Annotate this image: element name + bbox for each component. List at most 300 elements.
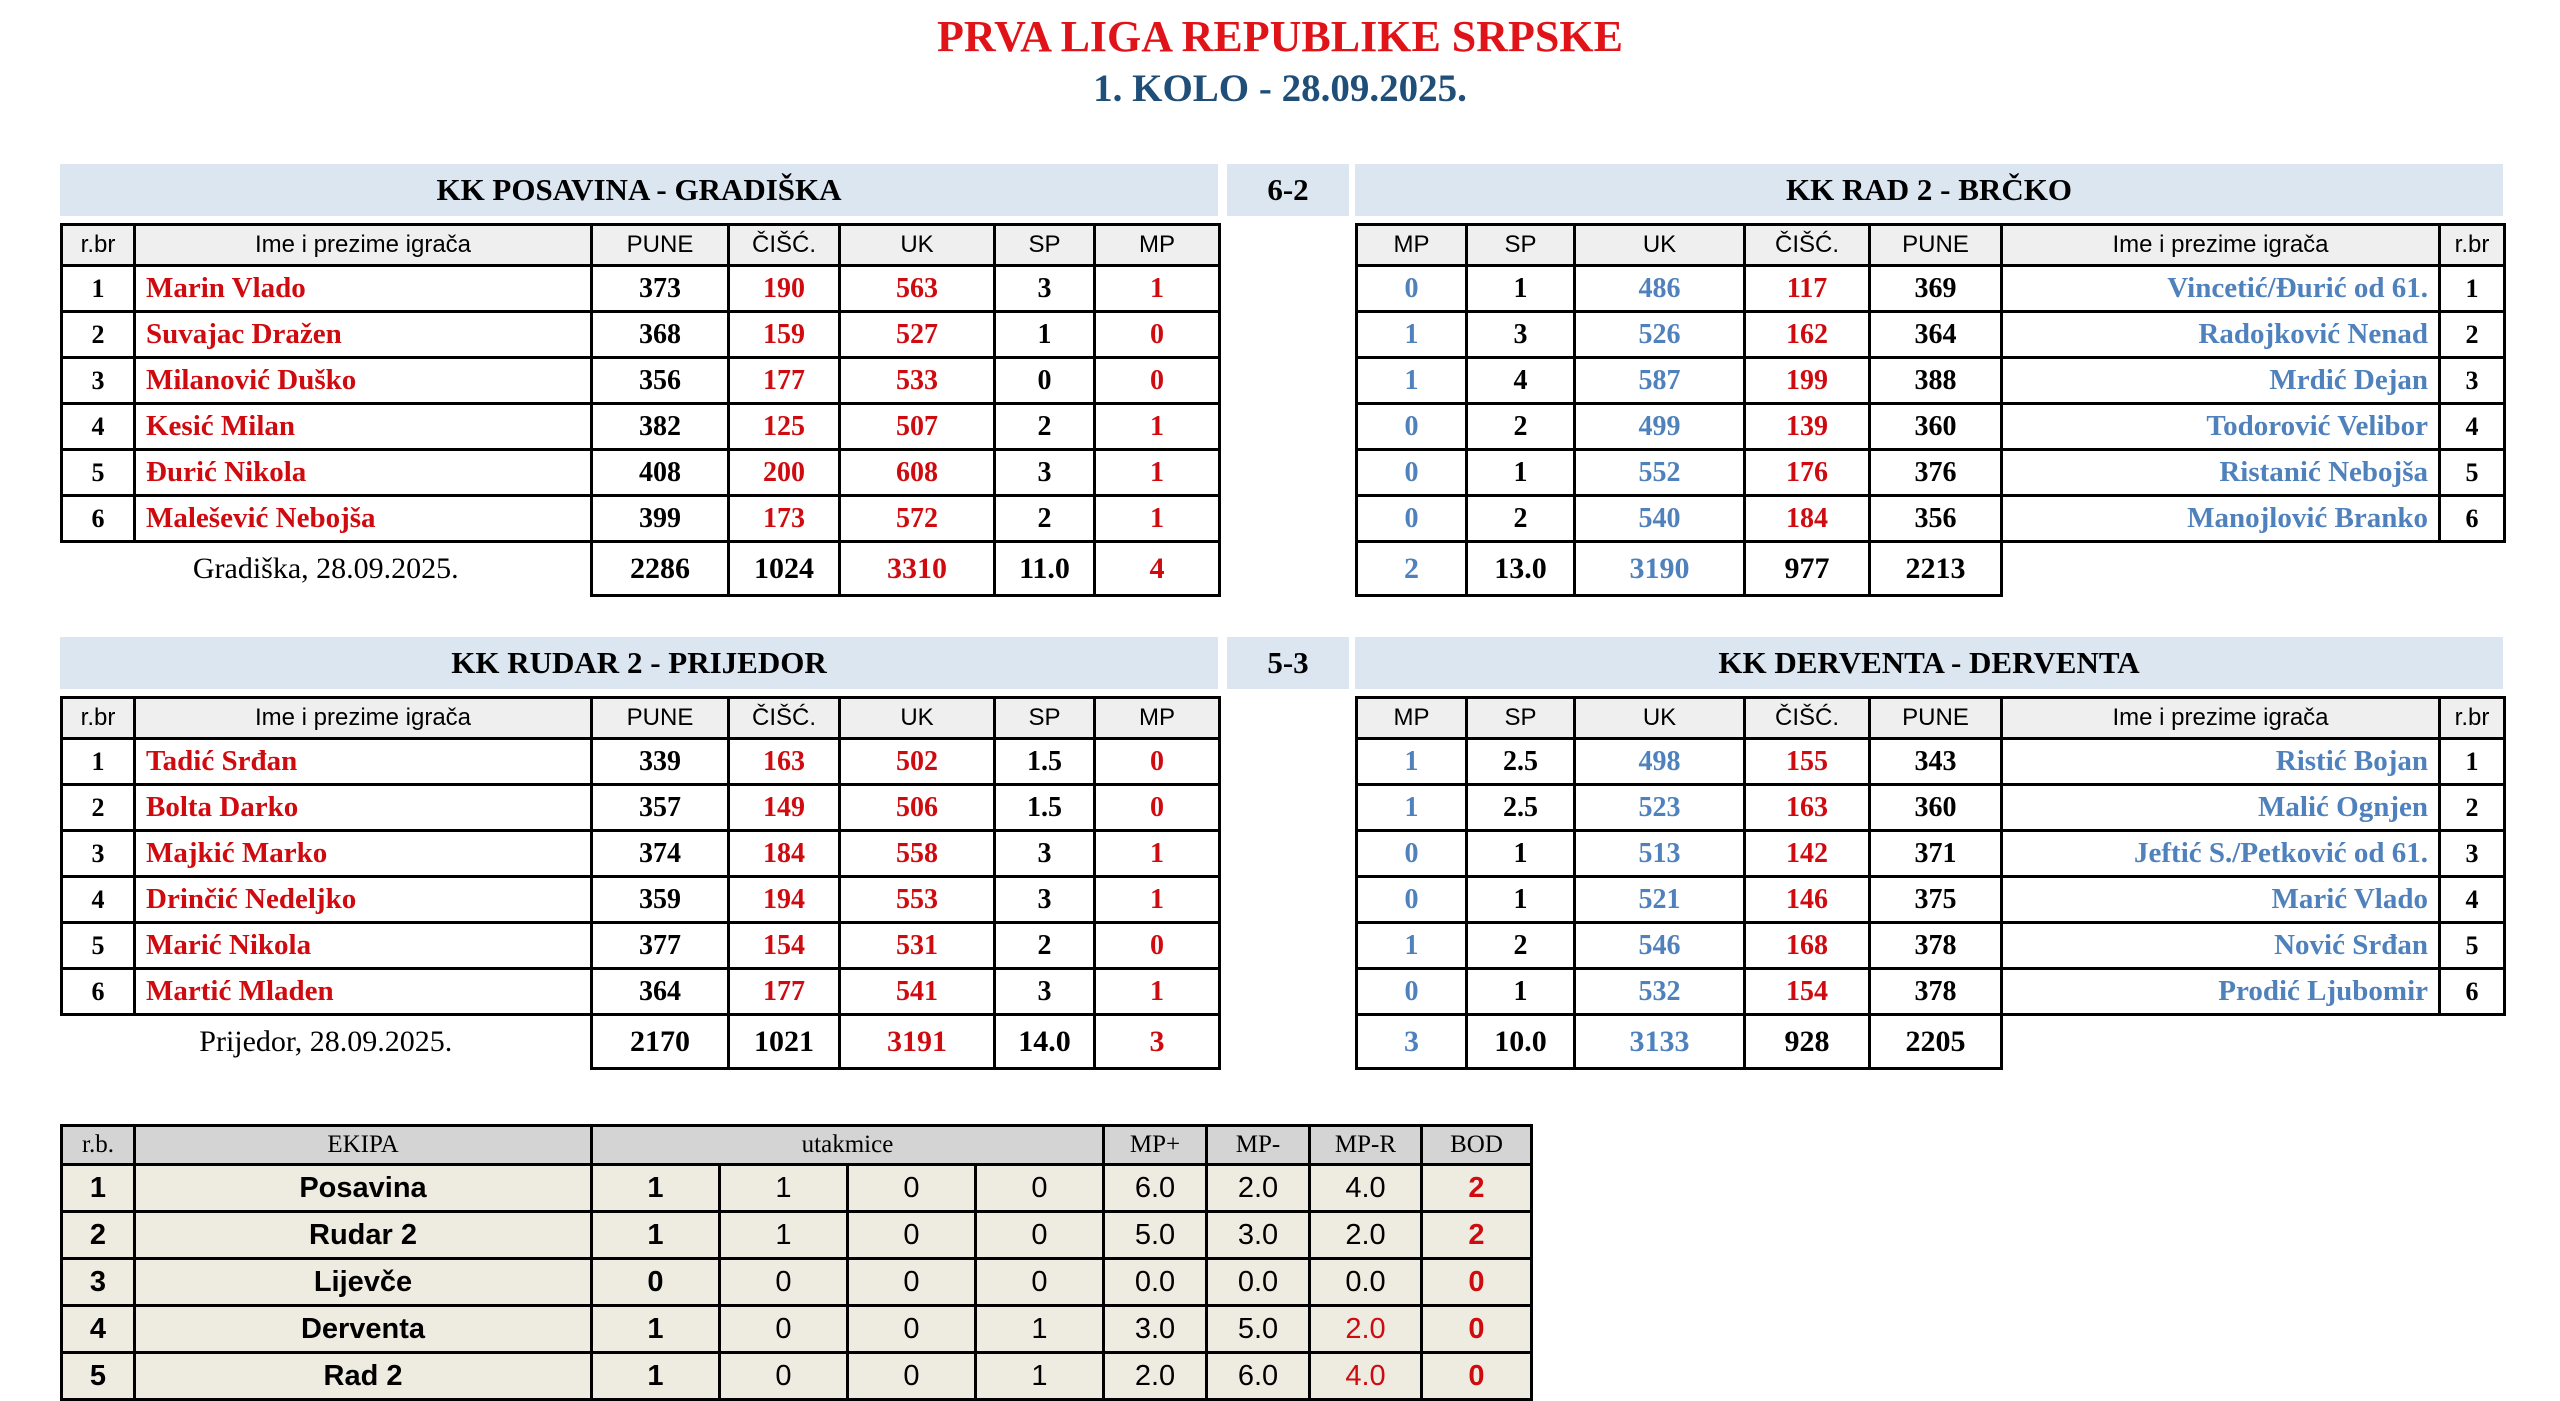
player-name: Ristanić Nebojša <box>2002 450 2440 496</box>
stat-pune: 376 <box>1870 450 2002 496</box>
player-row <box>62 450 1220 496</box>
stat-sp: 2 <box>1467 923 1575 969</box>
column-header-4: UK <box>840 225 995 266</box>
league-title: PRVA LIGA REPUBLIKE SRPSKE <box>937 12 1623 61</box>
standings-mp-plus: 2.0 <box>1104 1353 1207 1400</box>
standings-games-3: 1 <box>976 1306 1104 1353</box>
player-name: Todorović Velibor <box>2002 404 2440 450</box>
player-name: Marin Vlado <box>135 266 592 312</box>
player-name: Jeftić S./Petković od 61. <box>2002 831 2440 877</box>
player-row <box>62 358 1220 404</box>
total-mp: 3 <box>1357 1015 1467 1069</box>
stat-cisc: 184 <box>1745 496 1870 542</box>
standings-header-mp-plus: MP+ <box>1104 1126 1207 1165</box>
column-header-2: PUNE <box>592 225 729 266</box>
player-rank: 1 <box>62 266 135 312</box>
player-rank: 5 <box>62 923 135 969</box>
standings-games-3: 0 <box>976 1212 1104 1259</box>
standings-row <box>62 1353 1532 1400</box>
player-rank: 1 <box>2440 739 2505 785</box>
standings-rank: 4 <box>62 1306 135 1353</box>
total-uk: 3190 <box>1575 542 1745 596</box>
stat-pune: 375 <box>1870 877 2002 923</box>
stat-pune: 377 <box>592 923 729 969</box>
stat-sp: 3 <box>995 450 1095 496</box>
standings-row <box>62 1306 1532 1353</box>
total-sp: 14.0 <box>995 1015 1095 1069</box>
standings-mp-minus: 6.0 <box>1207 1353 1310 1400</box>
stat-cisc: 142 <box>1745 831 1870 877</box>
column-header-2: PUNE <box>592 698 729 739</box>
standings-mp-minus: 3.0 <box>1207 1212 1310 1259</box>
stat-sp: 3 <box>995 831 1095 877</box>
stat-cisc: 199 <box>1745 358 1870 404</box>
stat-uk: 587 <box>1575 358 1745 404</box>
player-row <box>1357 266 2505 312</box>
totals-row <box>1357 1015 2505 1069</box>
stat-mp: 1 <box>1357 312 1467 358</box>
standings-games-0: 1 <box>592 1353 720 1400</box>
stat-mp: 1 <box>1357 358 1467 404</box>
standings-mp-plus: 3.0 <box>1104 1306 1207 1353</box>
stat-cisc: 190 <box>729 266 840 312</box>
totals-row <box>62 542 1220 596</box>
player-row <box>62 785 1220 831</box>
home-team-band: KK RUDAR 2 - PRIJEDOR <box>60 637 1218 689</box>
standings-header-games: utakmice <box>592 1126 1104 1165</box>
standings-mp-r: 0.0 <box>1310 1259 1422 1306</box>
column-header-row <box>1357 698 2505 739</box>
player-rank: 6 <box>62 969 135 1015</box>
stat-uk: 507 <box>840 404 995 450</box>
stat-mp: 1 <box>1095 450 1220 496</box>
total-pune: 2213 <box>1870 542 2002 596</box>
stat-cisc: 176 <box>1745 450 1870 496</box>
column-header-0: MP <box>1357 698 1467 739</box>
stat-cisc: 162 <box>1745 312 1870 358</box>
stat-pune: 371 <box>1870 831 2002 877</box>
total-sp: 11.0 <box>995 542 1095 596</box>
stat-sp: 1.5 <box>995 739 1095 785</box>
stat-pune: 378 <box>1870 969 2002 1015</box>
player-name: Prodić Ljubomir <box>2002 969 2440 1015</box>
player-name: Marić Nikola <box>135 923 592 969</box>
standings-header-mp-r: MP-R <box>1310 1126 1422 1165</box>
standings-mp-r: 4.0 <box>1310 1165 1422 1212</box>
round-subtitle: 1. KOLO - 28.09.2025. <box>1093 67 1467 110</box>
score-column <box>1227 637 1349 696</box>
player-rank: 4 <box>62 404 135 450</box>
column-header-5: Ime i prezime igrača <box>2002 225 2440 266</box>
player-rank: 3 <box>62 831 135 877</box>
stat-pune: 356 <box>1870 496 2002 542</box>
player-row <box>1357 785 2505 831</box>
column-header-6: MP <box>1095 698 1220 739</box>
stat-uk: 531 <box>840 923 995 969</box>
standings-mp-r: 2.0 <box>1310 1306 1422 1353</box>
column-header-1: SP <box>1467 698 1575 739</box>
player-rank: 5 <box>2440 923 2505 969</box>
standings-mp-minus: 0.0 <box>1207 1259 1310 1306</box>
player-row <box>62 404 1220 450</box>
match-1 <box>60 164 2560 597</box>
stat-pune: 374 <box>592 831 729 877</box>
stat-cisc: 146 <box>1745 877 1870 923</box>
stat-uk: 558 <box>840 831 995 877</box>
player-name: Marić Vlado <box>2002 877 2440 923</box>
standings-games-1: 1 <box>720 1165 848 1212</box>
column-header-3: ČIŠĆ. <box>729 225 840 266</box>
player-name: Tadić Srđan <box>135 739 592 785</box>
stat-sp: 3 <box>995 969 1095 1015</box>
stat-sp: 2 <box>995 404 1095 450</box>
standings-points: 0 <box>1422 1306 1532 1353</box>
stat-pune: 357 <box>592 785 729 831</box>
stat-sp: 1 <box>1467 877 1575 923</box>
stat-mp: 1 <box>1357 923 1467 969</box>
stat-uk: 572 <box>840 496 995 542</box>
total-pune: 2170 <box>592 1015 729 1069</box>
player-row <box>62 969 1220 1015</box>
home-side <box>60 637 1221 1070</box>
stat-cisc: 154 <box>1745 969 1870 1015</box>
standings-games-1: 0 <box>720 1259 848 1306</box>
stat-uk: 486 <box>1575 266 1745 312</box>
stat-uk: 521 <box>1575 877 1745 923</box>
standings-games-1: 1 <box>720 1212 848 1259</box>
stat-pune: 364 <box>1870 312 2002 358</box>
player-name: Ristić Bojan <box>2002 739 2440 785</box>
stat-mp: 1 <box>1095 831 1220 877</box>
standings-mp-minus: 2.0 <box>1207 1165 1310 1212</box>
stat-pune: 356 <box>592 358 729 404</box>
column-header-2: UK <box>1575 225 1745 266</box>
away-side <box>1355 164 2506 597</box>
standings-games-0: 1 <box>592 1165 720 1212</box>
column-header-0: r.br <box>62 698 135 739</box>
stat-pune: 339 <box>592 739 729 785</box>
stat-pune: 388 <box>1870 358 2002 404</box>
standings-games-2: 0 <box>848 1165 976 1212</box>
standings-mp-plus: 5.0 <box>1104 1212 1207 1259</box>
player-name: Suvajac Dražen <box>135 312 592 358</box>
player-row <box>1357 450 2505 496</box>
standings-games-2: 0 <box>848 1259 976 1306</box>
stat-cisc: 163 <box>1745 785 1870 831</box>
column-header-3: ČIŠĆ. <box>1745 698 1870 739</box>
player-name: Majkić Marko <box>135 831 592 877</box>
home-squad-table <box>60 696 1221 1070</box>
away-squad-table <box>1355 223 2506 597</box>
player-rank: 3 <box>2440 831 2505 877</box>
stat-cisc: 154 <box>729 923 840 969</box>
column-header-4: PUNE <box>1870 225 2002 266</box>
total-uk: 3191 <box>840 1015 995 1069</box>
stat-sp: 2 <box>1467 496 1575 542</box>
total-mp: 2 <box>1357 542 1467 596</box>
standings-team: Derventa <box>135 1306 592 1353</box>
stat-sp: 3 <box>995 877 1095 923</box>
stat-mp: 0 <box>1095 358 1220 404</box>
player-rank: 6 <box>2440 496 2505 542</box>
stat-sp: 1 <box>1467 969 1575 1015</box>
stat-mp: 0 <box>1357 450 1467 496</box>
player-row <box>62 831 1220 877</box>
document-page <box>0 12 2560 1401</box>
stat-mp: 0 <box>1095 312 1220 358</box>
total-empty <box>2002 1015 2505 1069</box>
standings-games-2: 0 <box>848 1212 976 1259</box>
player-rank: 2 <box>2440 312 2505 358</box>
standings-section <box>0 1124 2560 1401</box>
stat-mp: 0 <box>1357 877 1467 923</box>
stat-cisc: 159 <box>729 312 840 358</box>
stat-mp: 1 <box>1095 969 1220 1015</box>
player-rank: 4 <box>62 877 135 923</box>
player-name: Milanović Duško <box>135 358 592 404</box>
player-rank: 2 <box>2440 785 2505 831</box>
column-header-0: MP <box>1357 225 1467 266</box>
stat-mp: 1 <box>1095 266 1220 312</box>
player-row <box>1357 877 2505 923</box>
standings-points: 0 <box>1422 1259 1532 1306</box>
player-row <box>1357 312 2505 358</box>
total-pune: 2205 <box>1870 1015 2002 1069</box>
match-score: 6-2 <box>1227 164 1349 216</box>
stat-mp: 1 <box>1095 877 1220 923</box>
standings-header-points: BOD <box>1422 1126 1532 1165</box>
player-name: Manojlović Branko <box>2002 496 2440 542</box>
column-header-5: Ime i prezime igrača <box>2002 698 2440 739</box>
away-team-band: KK DERVENTA - DERVENTA <box>1355 637 2503 689</box>
stat-sp: 2.5 <box>1467 739 1575 785</box>
stat-sp: 2 <box>995 496 1095 542</box>
total-cisc: 1021 <box>729 1015 840 1069</box>
standings-games-2: 0 <box>848 1353 976 1400</box>
player-rank: 1 <box>62 739 135 785</box>
player-name: Martić Mladen <box>135 969 592 1015</box>
player-row <box>62 496 1220 542</box>
player-name: Bolta Darko <box>135 785 592 831</box>
total-cisc: 928 <box>1745 1015 1870 1069</box>
stat-uk: 541 <box>840 969 995 1015</box>
stat-uk: 499 <box>1575 404 1745 450</box>
player-rank: 3 <box>62 358 135 404</box>
stat-mp: 1 <box>1095 404 1220 450</box>
player-row <box>1357 969 2505 1015</box>
standings-team: Rad 2 <box>135 1353 592 1400</box>
stat-cisc: 194 <box>729 877 840 923</box>
home-side <box>60 164 1221 597</box>
stat-pune: 408 <box>592 450 729 496</box>
stat-sp: 2.5 <box>1467 785 1575 831</box>
stat-pune: 360 <box>1870 785 2002 831</box>
stat-pune: 378 <box>1870 923 2002 969</box>
stat-pune: 373 <box>592 266 729 312</box>
standings-team: Posavina <box>135 1165 592 1212</box>
column-header-6: r.br <box>2440 698 2505 739</box>
stat-sp: 1 <box>1467 450 1575 496</box>
player-rank: 2 <box>62 312 135 358</box>
player-row <box>62 739 1220 785</box>
standings-games-1: 0 <box>720 1353 848 1400</box>
stat-cisc: 155 <box>1745 739 1870 785</box>
stat-cisc: 139 <box>1745 404 1870 450</box>
player-rank: 5 <box>2440 450 2505 496</box>
stat-sp: 1 <box>1467 831 1575 877</box>
column-header-5: SP <box>995 698 1095 739</box>
standings-rank: 3 <box>62 1259 135 1306</box>
stat-cisc: 200 <box>729 450 840 496</box>
standings-games-3: 0 <box>976 1165 1104 1212</box>
standings-mp-r: 4.0 <box>1310 1353 1422 1400</box>
total-label: Prijedor, 28.09.2025. <box>199 1025 453 1059</box>
away-squad-table <box>1355 696 2506 1070</box>
standings-mp-plus: 6.0 <box>1104 1165 1207 1212</box>
column-header-6: MP <box>1095 225 1220 266</box>
standings-games-0: 1 <box>592 1306 720 1353</box>
column-header-4: PUNE <box>1870 698 2002 739</box>
player-name: Vincetić/Đurić od 61. <box>2002 266 2440 312</box>
standings-points: 2 <box>1422 1165 1532 1212</box>
player-rank: 3 <box>2440 358 2505 404</box>
standings-header-row <box>62 1126 1532 1165</box>
stat-cisc: 177 <box>729 358 840 404</box>
stat-pune: 343 <box>1870 739 2002 785</box>
away-side <box>1355 637 2506 1070</box>
player-rank: 5 <box>62 450 135 496</box>
stat-pune: 359 <box>592 877 729 923</box>
home-squad-table <box>60 223 1221 597</box>
column-header-1: Ime i prezime igrača <box>135 698 592 739</box>
stat-sp: 1.5 <box>995 785 1095 831</box>
player-name: Đurić Nikola <box>135 450 592 496</box>
standings-table <box>60 1124 1533 1401</box>
stat-uk: 527 <box>840 312 995 358</box>
stat-cisc: 168 <box>1745 923 1870 969</box>
stat-mp: 0 <box>1357 496 1467 542</box>
stat-sp: 3 <box>1467 312 1575 358</box>
column-header-row <box>62 698 1220 739</box>
stat-uk: 552 <box>1575 450 1745 496</box>
stat-uk: 533 <box>840 358 995 404</box>
stat-mp: 0 <box>1357 969 1467 1015</box>
standings-games-3: 1 <box>976 1353 1104 1400</box>
player-row <box>1357 358 2505 404</box>
stat-cisc: 173 <box>729 496 840 542</box>
stat-pune: 368 <box>592 312 729 358</box>
total-sp: 10.0 <box>1467 1015 1575 1069</box>
stat-mp: 1 <box>1095 496 1220 542</box>
player-rank: 1 <box>2440 266 2505 312</box>
stat-mp: 0 <box>1357 266 1467 312</box>
stat-uk: 563 <box>840 266 995 312</box>
player-name: Malešević Nebojša <box>135 496 592 542</box>
player-row <box>1357 831 2505 877</box>
standings-row <box>62 1212 1532 1259</box>
stat-mp: 1 <box>1357 739 1467 785</box>
stat-pune: 382 <box>592 404 729 450</box>
player-name: Malić Ognjen <box>2002 785 2440 831</box>
total-uk: 3310 <box>840 542 995 596</box>
stat-mp: 0 <box>1357 831 1467 877</box>
column-header-3: ČIŠĆ. <box>729 698 840 739</box>
standings-header-mp-minus: MP- <box>1207 1126 1310 1165</box>
column-header-0: r.br <box>62 225 135 266</box>
column-header-2: UK <box>1575 698 1745 739</box>
standings-header-rank: r.b. <box>62 1126 135 1165</box>
standings-rank: 5 <box>62 1353 135 1400</box>
player-rank: 6 <box>2440 969 2505 1015</box>
standings-mp-r: 2.0 <box>1310 1212 1422 1259</box>
total-sp: 13.0 <box>1467 542 1575 596</box>
total-uk: 3133 <box>1575 1015 1745 1069</box>
stat-sp: 2 <box>995 923 1095 969</box>
total-empty <box>2002 542 2505 596</box>
stat-uk: 532 <box>1575 969 1745 1015</box>
player-name: Nović Srđan <box>2002 923 2440 969</box>
player-row <box>1357 739 2505 785</box>
player-row <box>62 312 1220 358</box>
match-2 <box>60 637 2560 1070</box>
player-rank: 6 <box>62 496 135 542</box>
standings-team: Rudar 2 <box>135 1212 592 1259</box>
stat-uk: 523 <box>1575 785 1745 831</box>
player-rank: 2 <box>62 785 135 831</box>
stat-mp: 0 <box>1095 739 1220 785</box>
player-rank: 4 <box>2440 404 2505 450</box>
standings-games-2: 0 <box>848 1306 976 1353</box>
standings-mp-plus: 0.0 <box>1104 1259 1207 1306</box>
column-header-5: SP <box>995 225 1095 266</box>
score-column <box>1227 164 1349 223</box>
stat-uk: 608 <box>840 450 995 496</box>
total-mp: 4 <box>1095 542 1220 596</box>
stat-uk: 553 <box>840 877 995 923</box>
standings-games-3: 0 <box>976 1259 1104 1306</box>
stat-mp: 0 <box>1095 785 1220 831</box>
column-header-1: Ime i prezime igrača <box>135 225 592 266</box>
column-header-row <box>62 225 1220 266</box>
stat-uk: 540 <box>1575 496 1745 542</box>
player-name: Radojković Nenad <box>2002 312 2440 358</box>
player-name: Kesić Milan <box>135 404 592 450</box>
standings-rank: 2 <box>62 1212 135 1259</box>
total-mp: 3 <box>1095 1015 1220 1069</box>
total-label: Gradiška, 28.09.2025. <box>192 552 459 586</box>
stat-sp: 4 <box>1467 358 1575 404</box>
column-header-4: UK <box>840 698 995 739</box>
player-row <box>1357 923 2505 969</box>
stat-uk: 546 <box>1575 923 1745 969</box>
standings-row <box>62 1259 1532 1306</box>
stat-sp: 1 <box>995 312 1095 358</box>
standings-points: 2 <box>1422 1212 1532 1259</box>
stat-mp: 0 <box>1357 404 1467 450</box>
player-row <box>62 923 1220 969</box>
standings-games-0: 0 <box>592 1259 720 1306</box>
player-row <box>62 266 1220 312</box>
home-team-band: KK POSAVINA - GRADIŠKA <box>60 164 1218 216</box>
stat-uk: 506 <box>840 785 995 831</box>
total-cisc: 977 <box>1745 542 1870 596</box>
standings-games-0: 1 <box>592 1212 720 1259</box>
stat-pune: 369 <box>1870 266 2002 312</box>
stat-mp: 1 <box>1357 785 1467 831</box>
stat-pune: 364 <box>592 969 729 1015</box>
total-pune: 2286 <box>592 542 729 596</box>
stat-uk: 526 <box>1575 312 1745 358</box>
